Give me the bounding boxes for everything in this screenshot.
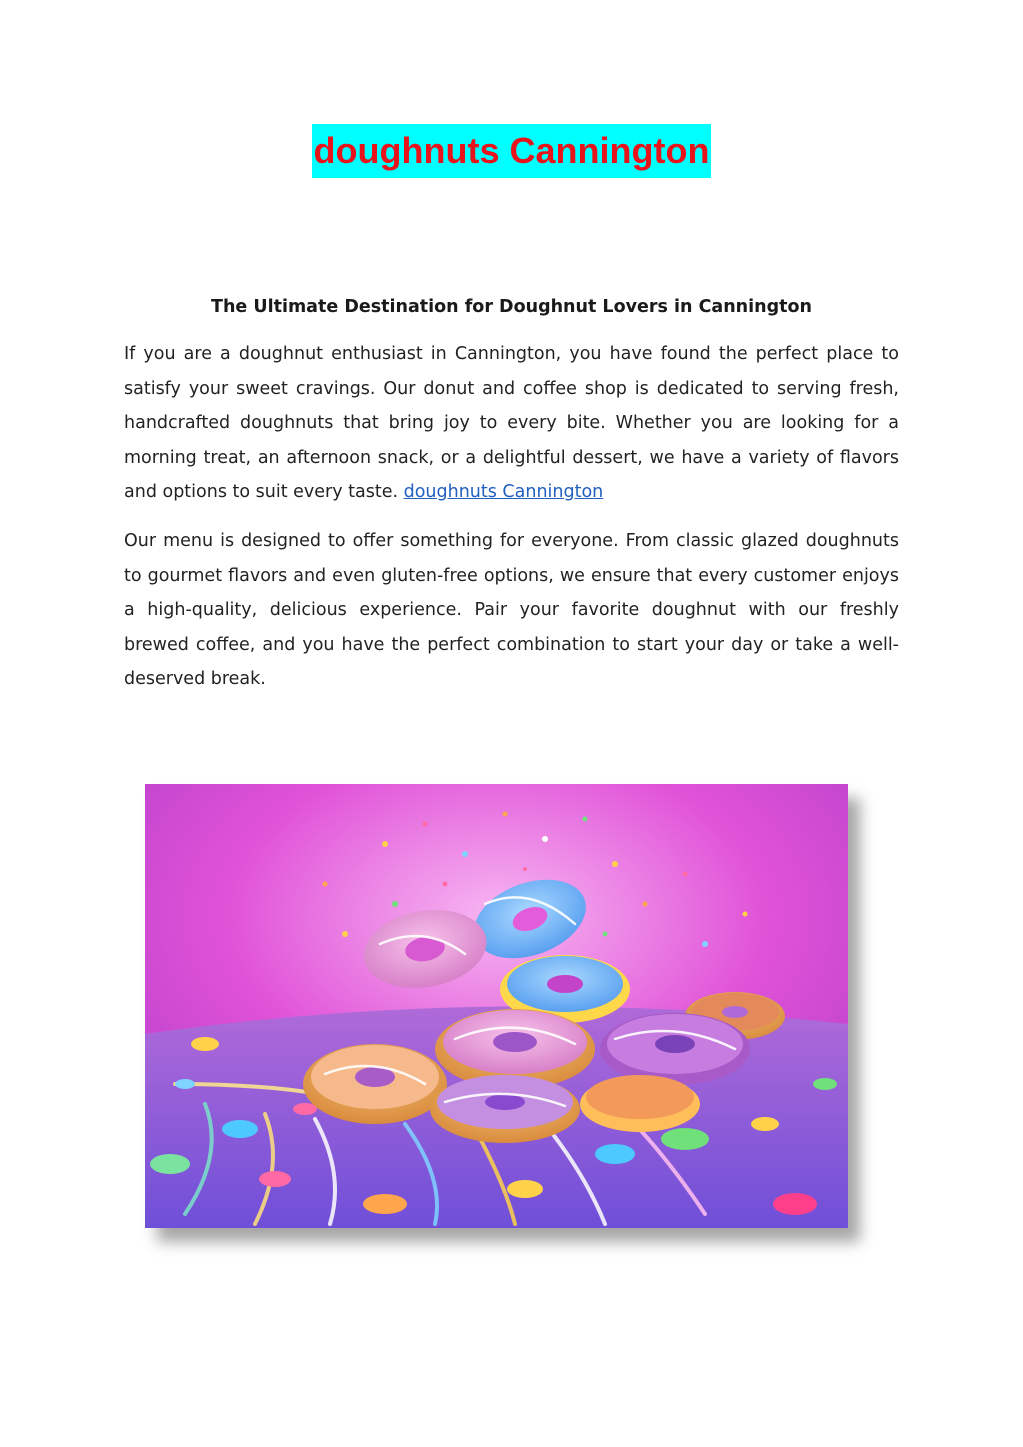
doughnuts-photo xyxy=(145,784,848,1228)
section-heading: The Ultimate Destination for Doughnut Lovers in Cannington xyxy=(211,297,812,317)
doughnuts-cannington-link[interactable]: doughnuts Cannington xyxy=(403,482,604,502)
doughnuts-illustration xyxy=(145,784,848,1228)
title-container xyxy=(0,124,1023,178)
page-title: doughnuts Cannington xyxy=(312,124,712,178)
intro-paragraph-text: If you are a doughnut enthusiast in Cannington, you have found the perfect place to satisfy your sweet cravings. Our donut and coffee shop is dedicated to serving fresh, handcrafted doughnuts that bring joy to every bite. Whether you are looking for a morning treat, an afternoon snack, or a delightful dessert, we have a variety of flavors and options to suit every taste. xyxy=(124,344,899,502)
intro-paragraph xyxy=(124,337,899,510)
menu-paragraph: Our menu is designed to offer something for everyone. From classic glazed doughnuts to gourmet flavors and even gluten-free options, we ensure that every customer enjoys a high-quality, delicious experience. Pair your favorite doughnut with our freshly brewed coffee, and you have the perfect combination to start your day or take a well-deserved break. xyxy=(124,531,899,689)
